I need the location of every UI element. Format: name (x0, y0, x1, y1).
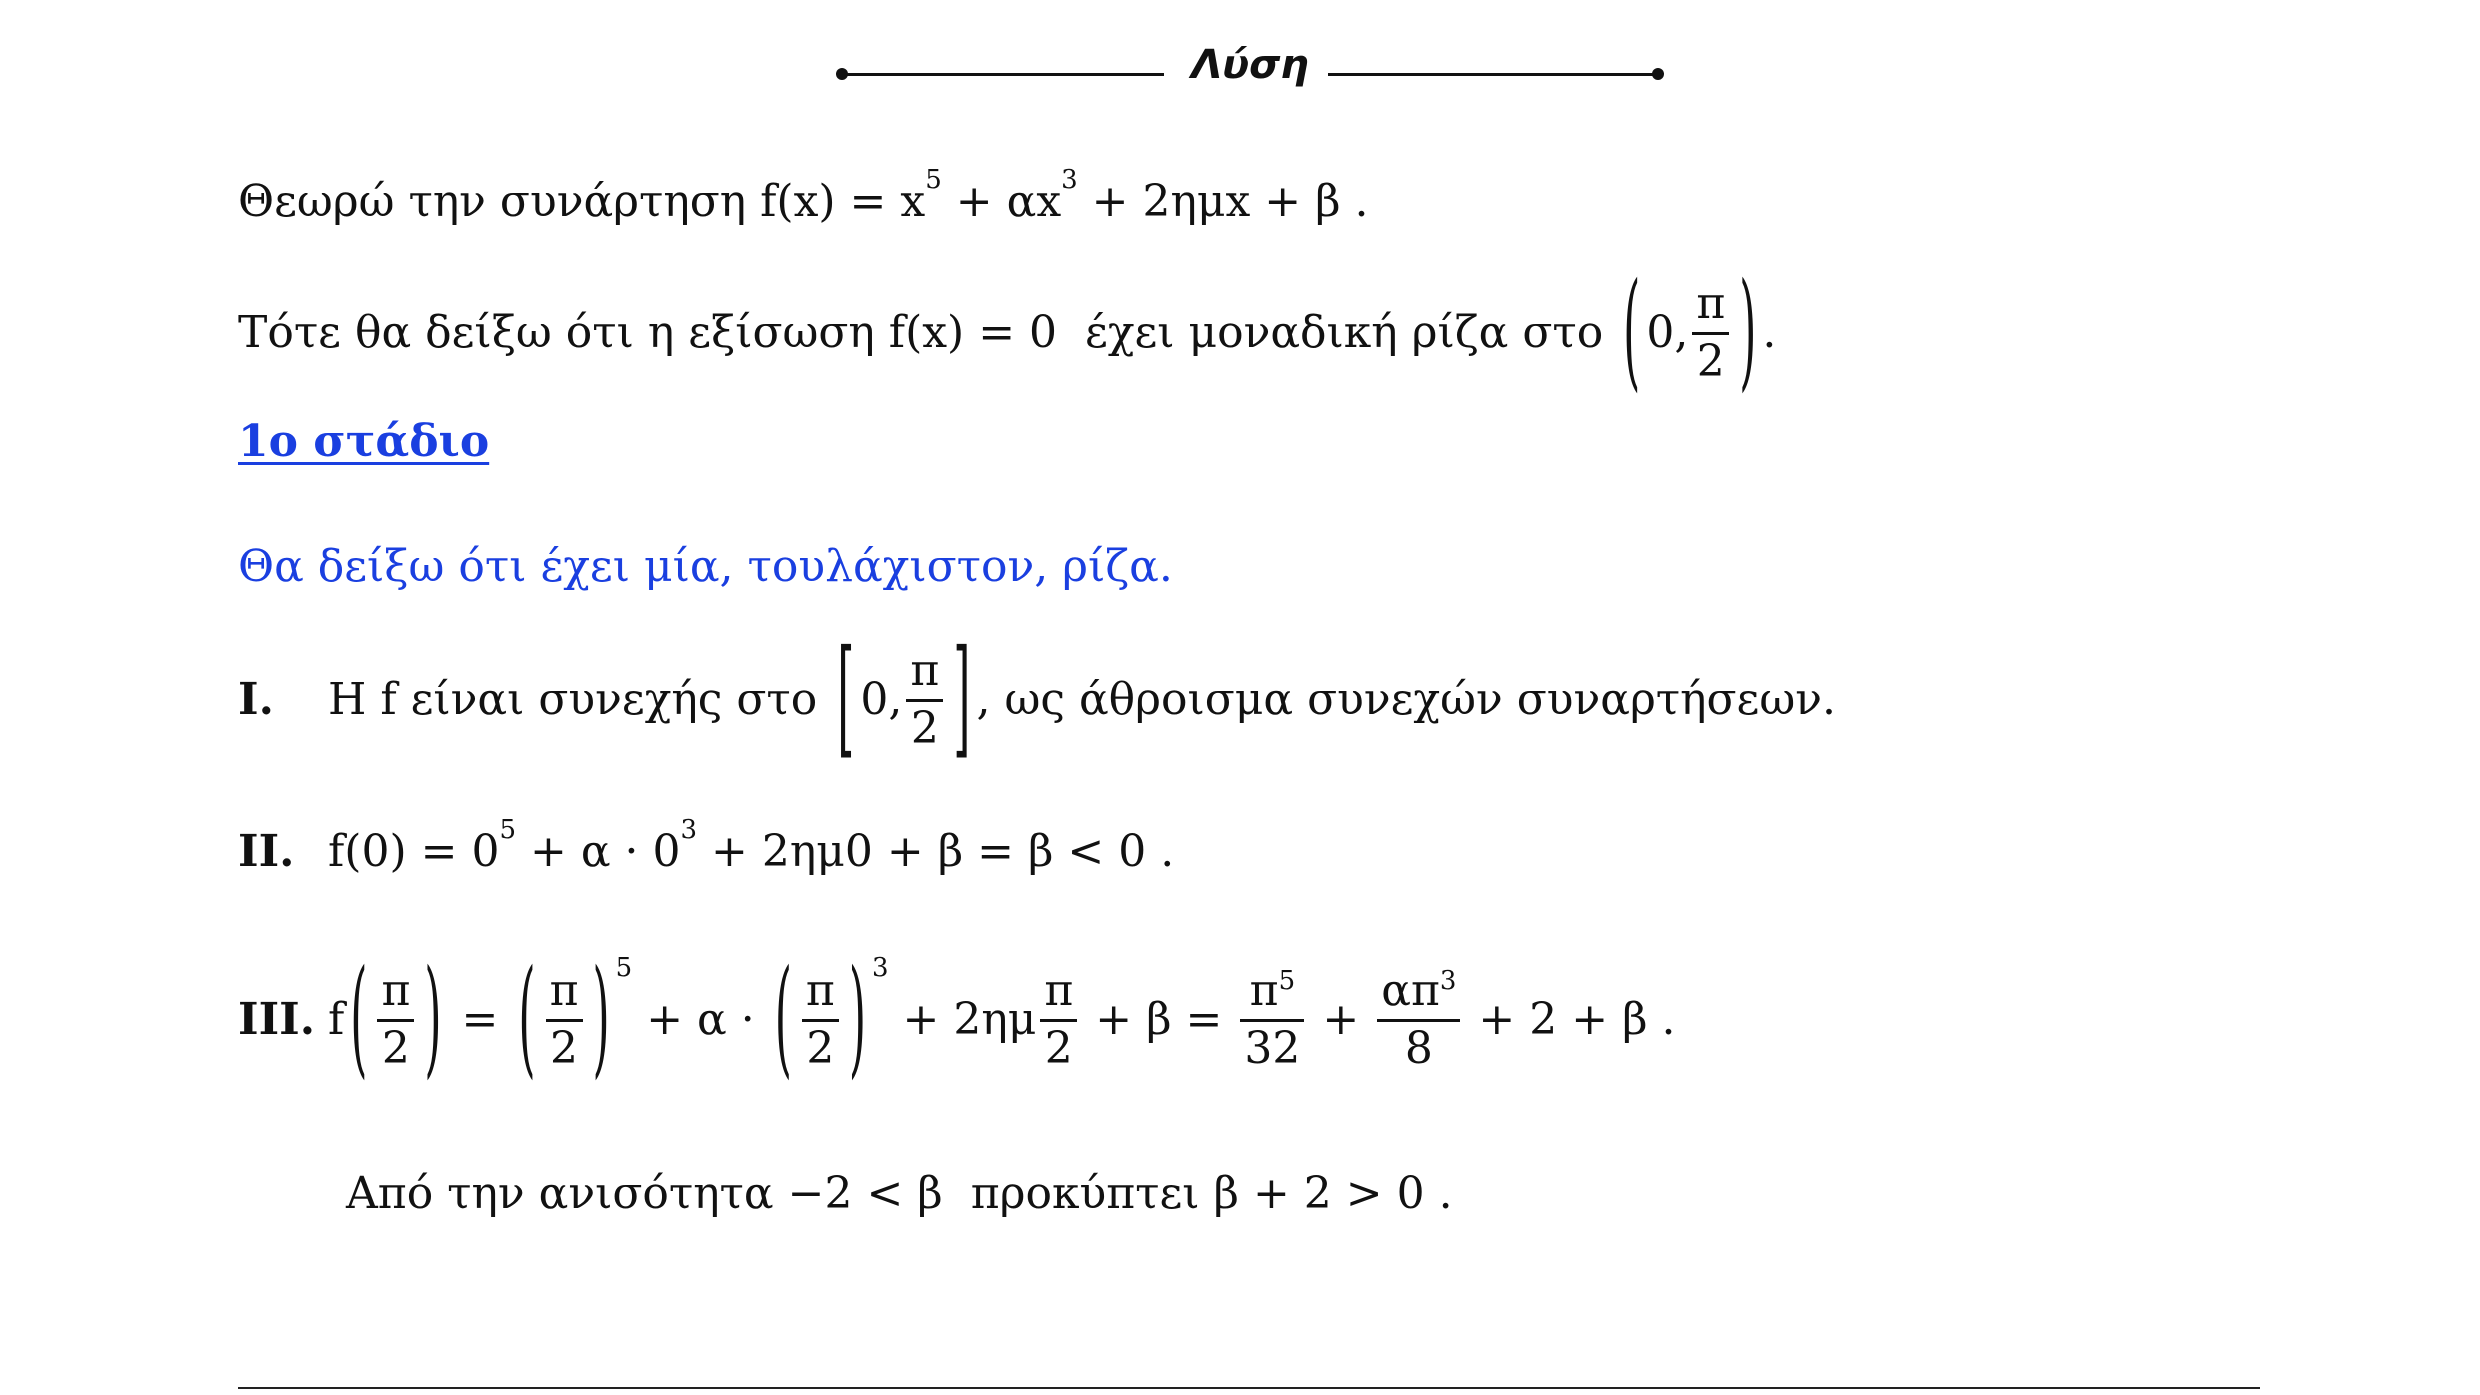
close-bracket: ] (953, 624, 971, 773)
stage-heading: 1ο στάδιο (238, 416, 490, 467)
claim-line: Τότε θα δείξω ότι η εξίσωση f(x) = 0 έχει μοναδική ρίζα στο ( 0, $\frac{\pi}{2}$ ) . (238, 257, 1777, 406)
item-1: I. Η f είναι συνεχής στο [ 0, $\frac{\pi}{2}$ ] , ως άθροισμα συνεχών συναρτήσεων. (238, 624, 1836, 773)
note-line: Από την ανισότητα −2 < β προκύπτει β + 2 > 0 . (346, 1168, 1453, 1219)
item-2: II. f(0) = 0 5 + α · 0 3 + 2ημ0 + β = β < 0 . (238, 815, 1175, 877)
item-3: III. f ( $\frac{\pi}{2}$ ) = ( $\frac{\pi}{2}$ ) 5 + α · ( $\frac{\pi}{2}$ ) 3 + 2ημ $\frac{\pi}{2}$ + β = $\frac{\pi^5}{32}$ + $\frac{\alpha\pi^3}{8}$ + 2 + β . (238, 944, 1676, 1093)
header-right-rule (1328, 73, 1658, 76)
header-right-dot (1652, 68, 1664, 80)
open-paren: ( (1623, 257, 1641, 406)
pi-over-2-fraction: $\frac{\pi}{2}$ (1692, 281, 1729, 384)
pi-over-2-fraction: $\frac{\pi}{2}$ (906, 648, 943, 751)
goal-line: Θα δείξω ότι έχει μία, τουλάχιστον, ρίζα. (238, 541, 1173, 592)
header-left-rule (842, 73, 1164, 76)
close-paren: ) (1739, 257, 1757, 406)
section-title: Λύση (1191, 42, 1309, 88)
bottom-rule (238, 1387, 2260, 1389)
open-bracket: [ (837, 624, 855, 773)
intro-line: Θεωρώ την συνάρτηση f(x) = x 5 + αx 3 + 2ημx + β . (238, 165, 1369, 227)
